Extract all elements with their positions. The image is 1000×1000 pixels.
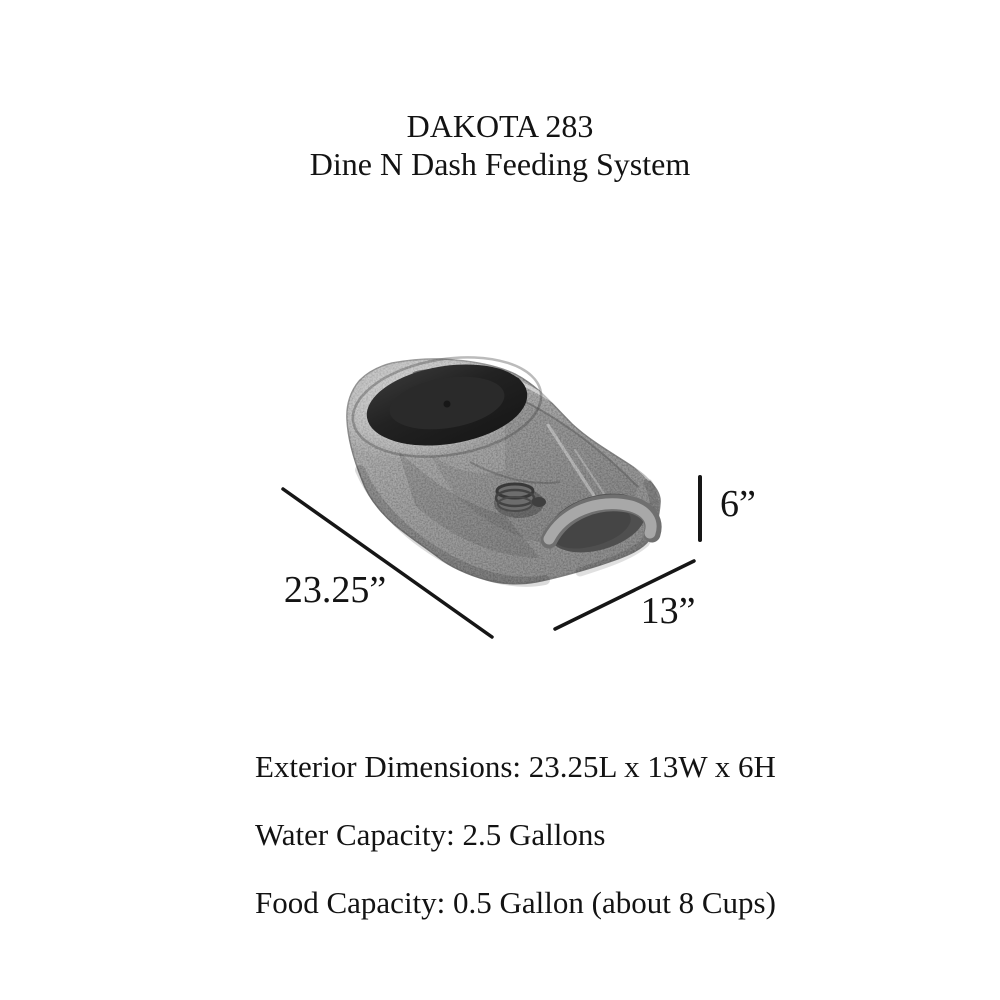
dimension-label-length: 23.25” xyxy=(283,569,387,611)
cap-nub xyxy=(532,497,546,507)
dimension-label-height: 6” xyxy=(720,483,756,525)
title-line-1: DAKOTA 283 xyxy=(406,108,594,144)
specs xyxy=(255,750,776,954)
spec-exterior-dimensions: Exterior Dimensions: 23.25L x 13W x 6H xyxy=(255,749,776,784)
title-line-2: Dine N Dash Feeding System xyxy=(309,146,691,182)
lid-center-dot xyxy=(444,401,451,408)
spec-food-capacity: Food Capacity: 0.5 Gallon (about 8 Cups) xyxy=(255,885,776,920)
dimension-label-width: 13” xyxy=(640,590,696,632)
spec-water-capacity: Water Capacity: 2.5 Gallons xyxy=(255,817,606,852)
